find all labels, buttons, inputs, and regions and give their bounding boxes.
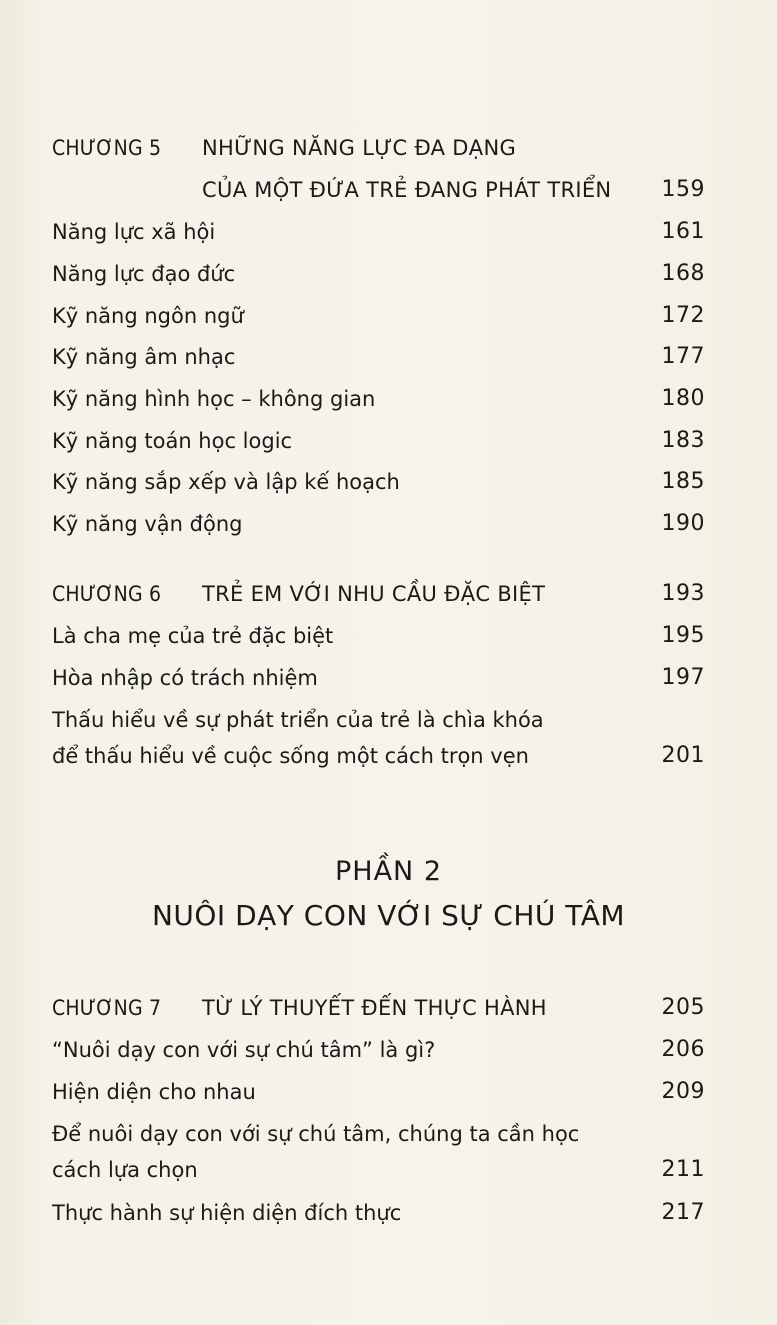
entry-label: Kỹ năng âm nhạc xyxy=(52,345,236,369)
entry-label: Kỹ năng vận động xyxy=(52,512,243,536)
entry-label: Kỹ năng sắp xếp và lập kế hoạch xyxy=(52,470,400,494)
entry-label: Thực hành sự hiện diện đích thực xyxy=(52,1201,402,1225)
chapter-title-line2: CỦA MỘT ĐỨA TRẺ ĐANG PHÁT TRIỂN xyxy=(202,178,612,202)
toc-entry xyxy=(52,260,705,288)
page-number: 185 xyxy=(661,469,705,494)
entry-label: Là cha mẹ của trẻ đặc biệt xyxy=(52,624,334,648)
toc-entry xyxy=(52,218,705,246)
toc-entry xyxy=(52,622,705,650)
toc-entry-multiline xyxy=(52,1120,705,1148)
entry-label: Năng lực xã hội xyxy=(52,220,216,244)
chapter-number: CHƯƠNG 6 xyxy=(52,582,162,606)
page-number: 161 xyxy=(661,219,705,244)
page-number: 211 xyxy=(661,1157,705,1182)
page-number: 195 xyxy=(661,623,705,648)
toc-entry xyxy=(52,385,705,413)
entry-label: “Nuôi dạy con với sự chú tâm” là gì? xyxy=(52,1038,436,1062)
chapter-number: CHƯƠNG 7 xyxy=(52,996,162,1020)
page-number: 201 xyxy=(661,743,705,768)
toc-entry xyxy=(52,427,705,455)
page-number: 183 xyxy=(661,428,705,453)
toc-entry xyxy=(52,664,705,692)
page-number: 197 xyxy=(661,665,705,690)
toc-entry xyxy=(52,510,705,538)
toc-entry-multiline xyxy=(52,706,705,734)
entry-label-line1: Để nuôi dạy con với sự chú tâm, chúng ta cần học xyxy=(52,1122,580,1146)
chapter-title: TỪ LÝ THUYẾT ĐẾN THỰC HÀNH xyxy=(202,996,547,1020)
toc-entry xyxy=(52,1199,705,1227)
page-number: 172 xyxy=(661,303,705,328)
entry-label: Hòa nhập có trách nhiệm xyxy=(52,666,318,690)
toc-entry xyxy=(52,468,705,496)
page-number: 180 xyxy=(661,386,705,411)
entry-label-line2: cách lựa chọn xyxy=(52,1158,198,1182)
page-number: 159 xyxy=(661,177,705,202)
entry-label: Kỹ năng hình học – không gian xyxy=(52,387,376,411)
chapter-title: NHỮNG NĂNG LỰC ĐA DẠNG xyxy=(202,136,517,160)
entry-label: Năng lực đạo đức xyxy=(52,262,236,286)
entry-label: Hiện diện cho nhau xyxy=(52,1080,256,1104)
page-number: 168 xyxy=(661,261,705,286)
part-title: NUÔI DẠY CON VỚI SỰ CHÚ TÂM xyxy=(151,899,626,932)
page-number: 206 xyxy=(661,1037,705,1062)
toc-entry xyxy=(52,343,705,371)
entry-label-line1: Thấu hiểu về sự phát triển của trẻ là chìa khóa xyxy=(52,708,544,732)
toc-entry-multiline-cont xyxy=(52,1156,705,1184)
toc-entry xyxy=(52,1036,705,1064)
page-number: 190 xyxy=(661,511,705,536)
page-number: 209 xyxy=(661,1079,705,1104)
page-number: 205 xyxy=(661,995,705,1020)
chapter-title: TRẺ EM VỚI NHU CẦU ĐẶC BIỆT xyxy=(202,582,546,606)
chapter-number: CHƯƠNG 5 xyxy=(52,136,162,160)
toc-entry xyxy=(52,1078,705,1106)
page-number: 193 xyxy=(661,581,705,606)
entry-label: Kỹ năng toán học logic xyxy=(52,429,293,453)
toc-entry-multiline-cont xyxy=(52,742,705,770)
entry-label: Kỹ năng ngôn ngữ xyxy=(52,304,244,328)
page-number: 177 xyxy=(661,344,705,369)
part-label: PHẦN 2 xyxy=(334,856,442,887)
toc-entry xyxy=(52,302,705,330)
entry-label-line2: để thấu hiểu về cuộc sống một cách trọn vẹn xyxy=(52,744,529,768)
page-number: 217 xyxy=(661,1200,705,1225)
